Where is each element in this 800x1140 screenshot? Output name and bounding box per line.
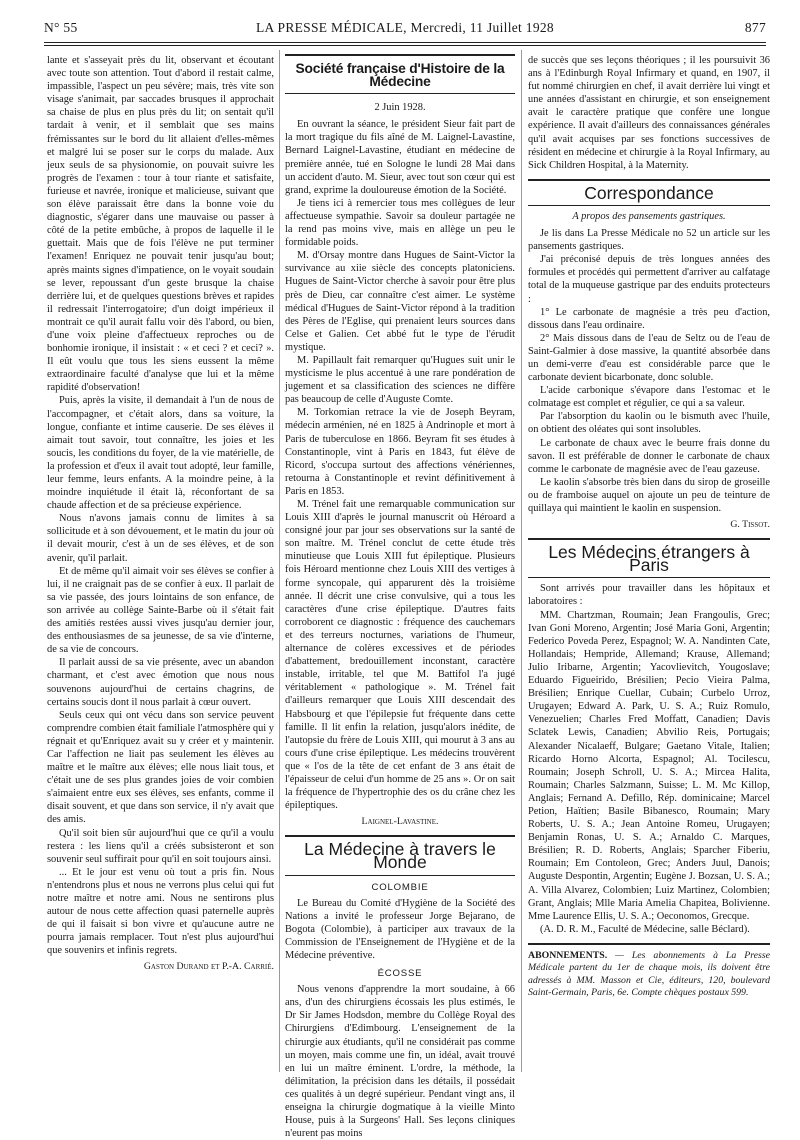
col2-paragraph: Je tiens ici à remercier tous mes collègues de leur affectueuse sympathie. Savoir sa douleur partagée ne la rend pas moins vive, mais en allège un peu le formidable poids. [285, 197, 515, 249]
correspondance-paragraph: Je lis dans La Presse Médicale no 52 un article sur les pansements gastriques. [528, 228, 770, 253]
journal-title: LA PRESSE MÉDICALE, Mercredi, 11 Juillet 1928 [256, 20, 554, 35]
correspondance-paragraph: Le kaolin s'absorbe très bien dans du sirop de groseille ou de framboise auquel on ajoute un peu de teinture de quillaya qui maintient le kaolin en suspension. [528, 476, 770, 514]
page-number-left: N° 55 [44, 20, 78, 35]
correspondance-paragraph: Le carbonate de chaux avec le beurre frais donne du savon. Il est préférable de donner le carbonate de chaux comme le carbonate de magnésie avec de l'eau gazeuse. [528, 437, 770, 475]
col1-paragraph: Puis, après la visite, il demandait à l'un de nous de l'accompagner, et c'était alors, dans sa voiture, la longue, confiante et intime causerie. De ses élèves il aimait tout savoir, tout connaître, les joies et les soucis, les conditions du foyer, de la vie matérielle, de la profession et d'eux il avait tout adopté, leur famille, leur femme, leurs enfants. A la moindre peine, à la moindre inquiétude il était là, réconfortant de sa chaude affection et de sa précieuse expérience. [47, 395, 274, 512]
ecosse-text: Nous venons d'apprendre la mort soudaine, à 66 ans, d'un des chirurgiens écossais les plus estimés, le Dr Sir James Hodsdon, membre du Collège Royal des Chirurgiens d'Edimbourg. L'enseignement de la chirurgie aux étudiants, qu'il ne considérait pas comme un moyen, mais comme une fin, un idéal, avait trouvé en lui un maître éminent. L'ordre, la méthode, la délimitation, la précision dans les détails, il possédait ces qualités à un degré supérieur. Pendant vingt ans, il enseigna la chirurgie dogmatique à la vieille Minto House, puis à la Surgeons' Hall. Ses leçons cliniques n'eurent pas moins [285, 984, 515, 1140]
etrangers-list: MM. Chartzman, Roumain; Jean Frangoulis, Grec; Ivan Goni Moreno, Argentin; José Maria Goni, Argentin; Federico Poveda Perez, Espagnol; W. A. Nandinten Cate, Hollandais; Hempride, Allemand; Krause, Allemand; Julio Iribarne, Argentin; Yacovlievitch, Yougoslave; Eduardo Figueirido, Brésilien; Pecio Vieira Palma, Brésilien; Enrique Cuellar, Cubain; Curbelo Urroz, Urugayen; Edward A. Park, U. S. A.; Ruiz Romulo, Venezuelien; Charles Fred Moffatt, Canadien; Davis Sclatek Lewis, Canadien; Abvilio Reis, Portugais; Alexander Nicalaeff, Bulgare; Gaetano Vitale, Italien; Ricardo Horno Alcorta, Espagnol; Al. Tocilescu, Roumain; Joseph Schroll, U. S. A.; Mircea Halita, Roumain; Charles Salzmann, Suisse; L. M. Mc Killop, Anglais; Fernand A. Defillo, Rép. dominicaine; Marcel Petion, Haïtien; Basile Bibanesco, Roumain; Mary Roberts, U. S. A.; Jean Antoine Romeu, Urugayen; Benjamin Ronas, U. S. A.; Arnaldo C. Marques, Brésilien; R. D. Roberts, Anglais; Sparcher Fiberiu, Roumain; Em Contoleon, Grec; Anders Juul, Danois; Auguste Despontin, Argentin; Eugène J. Bozsan, U. S. A.; A. Villa Alvarez, Colombien; Luiz Martinez, Colombien; Grant, Anglais; Mlle Maria Amelia Chapitea, Bolivienne. Mme Laurence Ellis, U. S. A.; Oeconomos, Grecque. [528, 609, 770, 922]
abonnements-block [528, 943, 770, 1000]
session-date: 2 Juin 1928. [374, 102, 426, 114]
correspondance-title: Correspondance [584, 182, 714, 203]
correspondance-paragraph: 1° Le carbonate de magnésie a très peu d'action, dissous dans l'eau ordinaire. [528, 306, 770, 331]
societe-title: Société française d'Histoire de la Médecine [295, 61, 505, 90]
col2-paragraph: En ouvrant la séance, le président Sieur fait part de la mort tragique du fils aîné de M. Laignel-Lavastine, Bernard Laignel-Lavastine, étudiant en médecine de première année, tué en Sologne le lundi 28 Mai dans un accident d'auto. M. Sieur, avec tout son cœur qui est grand, exprime la douloureuse émotion de la Société. [285, 119, 515, 196]
etrangers-title-box [528, 538, 770, 578]
abonnements-text [528, 950, 770, 1000]
page-header [44, 16, 766, 38]
correspondance-title-box [528, 179, 770, 206]
col1-paragraph: Il parlait aussi de sa vie présente, avec un abandon charmant, et c'est avec émotion que nous nous souvenons aujourd'hui de certains chagrins, de certains soucis dont il nous parlait à cœur ouvert. [47, 657, 274, 708]
col1-paragraph: Seuls ceux qui ont vécu dans son service peuvent comprendre combien était familiale l'atmosphère qui y régnait et qu'Enriquez avait su y créer et y maintenir. Car l'affection ne liait pas seulement les élèves au maître et le maître aux élèves; elle nous liait tous, et c'était une de ses plus grandes joies de voir combien s'aimaient entre eux ses élèves, ses enfants, comme il disait souvent, et que dans son service, il n'y avait que des amis. [47, 709, 274, 826]
colombie-heading: COLOMBIE [371, 881, 429, 893]
correspondance-paragraph: L'acide carbonique s'évapore dans l'estomac et le colmatage est complet et régulier, ce qui a sa valeur. [528, 385, 770, 410]
ecosse-heading: ÉCOSSE [377, 968, 423, 980]
header-rule-second [44, 45, 766, 46]
correspondance-signature: G. Tissot. [730, 519, 770, 531]
col1-paragraph: ... Et le jour est venu où tout a pris fin. Nous n'entendrons plus et nous ne verrons plus celui qui fut notre maître et notre ami. Nous ne sentirons plus autour de nous cette affection quasi paternelle auprès de qui il faisait si bon vivre et qu'aucune autre ne pourra jamais remplacer. Tout n'est plus aujourd'hui que souvenirs et infinis regrets. [47, 866, 274, 957]
correspondance-paragraph: J'ai préconisé depuis de très longues années des formules et procédés qui permettent d'arriver au calfatage total de la muqueuse gastrique par des enduits protecteurs : [528, 254, 770, 305]
col2-paragraph: M. Papillault fait remarquer qu'Hugues suit unir le mysticisme le plus accentué à une rare pondération de jugement et sa classification des sciences ne diffère pas beaucoup de celle d'Auguste Comte. [285, 354, 515, 406]
correspondance-paragraph: Par l'absorption du kaolin ou le bismuth avec l'huile, on obtient des oléates qui sont insolubles. [528, 411, 770, 436]
etrangers-source: (A. D. R. M., Faculté de Médecine, salle Béclard). [540, 923, 750, 935]
col1-paragraph: Qu'il soit bien sûr aujourd'hui que ce qu'il a voulu restera : les liens qu'il a créés subsisteront et son souvenir seul suffirait pour qu'il en soit toujours ainsi. [47, 827, 274, 865]
ecosse-continued: de succès que ses leçons théoriques ; il les poursuivit 36 ans à l'Edinburgh Royal Infirmary et quand, en 1907, il fut nommé chirurgien en chef, il avait derrière lui vingt et une années d'assistant en chirurgie, et son enseignement avait le caractère pratique que confère une longue expérience. Il avait d'ailleurs des connaissances générales qu'il avait acquises par ses fonctions successives de résident en médecine et chirurgie à la Royal Infirmary, au Sick Children Hospital, à la Maternity. [528, 55, 770, 171]
header-rule [44, 42, 766, 43]
page-number-right: 877 [744, 20, 766, 35]
col1-paragraph: Nous n'avons jamais connu de limites à sa sollicitude et à son dévouement, et le matin du jour où il devait mourir, c'est à un de ses élèves, et de son avenir, qu'il parlait. [47, 513, 274, 564]
column-3 [528, 54, 770, 1000]
col2-paragraph: M. Trénel fait une remarquable communication sur Louis XIII d'après le journal manuscrit où Héroard a consigné jour par jour ses observations sur la santé de son maître. M. Trénel conclut de cette étude très minutieuse que Louis XIII fut épileptique. Plusieurs fois Héroard mentionne chez Louis XIII des vertiges à forme syncopale, qui apparurent dès la troisième année. Il décrit une crise convulsive, qui a tous les caractères d'une crise épileptique. D'autres faits corroborent ce diagnostic : fréquence des cauchemars et des terreurs nocturnes, variations de l'humeur, alternance de colères excessives et de périodes d'abattement, bredouillement inconstant, caractère instable, irritable, tel que M. Battifol l'a jugé véritablement « pathologique ». M. Trénel fait d'ailleurs remarquer que Louis XIII descendait des Habsbourg et que l'épilepsie fut fréquente dans cette famille. Il lit enfin la relation, jusqu'alors inédite, de l'autopsie du frère de Louis XIII, qui mourut à 3 ans au cours d'une crise épileptique. Les médecins trouvèrent que « l'os de la tête de cet enfant de 3 ans était de l'épaisseur de celui d'un homme de 25 ans ». Or on sait la fréquence de l'hypertrophie des os du crâne chez les épileptiques. [285, 499, 515, 812]
column-1 [47, 54, 274, 974]
col1-paragraph: Et de même qu'il aimait voir ses élèves se confier à lui, il ne craignait pas de se confier à eux. Il parlait de sa vie passée, des jours lointains de son enfance, de son arrivée au collège Sainte-Barbe où il s'était fait des amitiés restées aussi vives jusqu'au dernier jour, des enthousiasmes de sa jeunesse, de sa vie d'interne, de sa vie de concours. [47, 565, 274, 656]
monde-title: La Médecine à travers le Monde [304, 839, 496, 873]
monde-title-box [285, 835, 515, 875]
correspondance-subtitle: A propos des pansements gastriques. [572, 210, 726, 222]
abonnements-label: ABONNEMENTS. [528, 949, 608, 961]
etrangers-intro: Sont arrivés pour travailler dans les hôpitaux et laboratoires : [528, 583, 770, 608]
etrangers-title: Les Médecins étrangers à Paris [548, 542, 750, 576]
column-divider-2 [521, 50, 522, 1072]
col2-paragraph: M. Torkomian retrace la vie de Joseph Beyram, médecin arménien, né en 1825 à Andrinople et mort à Paris de tuberculose en 1866. Beyram fit ses études à Constantinople, vint à Paris en 1843, fut élève de Ricord, s'occupa surtout des affections vénériennes, retourna à Constantinople et revint définitivement à Paris en 1853. [285, 407, 515, 497]
col1-signature: Gaston Durand et P.-A. Carrié. [143, 961, 274, 973]
societe-signature: Laignel-Lavastine. [361, 816, 439, 828]
col1-paragraph: lante et s'asseyait près du lit, observant et écoutant avec toute son attention. Tout d'abord il restait calme, impassible, l'aspect un peu sévère; mais, très vite son visage s'animait, par saccades brusques il approchait sa chaise de plus en plus près du lit; on sentait qu'il tardait à venir, et il semblait que ses mains frémissantes sur le bord du lit allaient d'elles-mêmes et malgré lui se poser sur le corps du malade. Aux jeux seuls de sa physionomie, on pouvait suivre les progrès de l'examen : tour à tour riante et satisfaite, furieuse et navrée, ironique et malicieuse, suivant que son élève paraissait être dans la bonne voie du diagnostic, s'égarer dans une mauvaise ou passer à côté de la petite embûche, à propos de laquelle il le guettait. Mais que de fois l'élève ne put terminer l'examen! Enriquez ne pouvait tenir jusqu'au bout; après maints signes d'impatience, on le voyait soudain se lever, repoussant d'un geste brusque la chaise derrière lui, et de quelques questions brèves et rapides il redressait l'interrogatoire; d'un doigt impérieux il montrait ce qu'il aurait fallu voir dès l'abord, ou bien, d'une voix pleine d'affectueux reproches ou de bonhomie ironique, il insistait : « et ceci ? et ceci? ». Il eût voulu que tous les siens eussent la même extraordinaire faculté d'analyse que lui et la même rapidité d'observation! [47, 55, 274, 394]
societe-title-box [285, 54, 515, 94]
col2-paragraph: M. d'Orsay montre dans Hugues de Saint-Victor la survivance au xiie siècle des concepts platoniciens. Hugues de Saint-Victor cherche à savoir pour être plus près de Dieu, car connaître c'est aimer. Le système médical d'Hugues de Saint-Victor répond à la tradition des Pères de l'Eglise, qui prenaient leurs sources dans Celse et Galien. Cet abbé fut le type de l'érudit mystique. [285, 250, 515, 353]
correspondance-paragraph: 2° Mais dissous dans de l'eau de Seltz ou de l'eau de Saint-Galmier à dose massive, la quantité absorbée dans un demi-verre d'eau est considérable parce que le carbonate devient bicarbonate, donc soluble. [528, 332, 770, 384]
abonnements-body: — Les abonnements à La Presse Médicale partent du 1er de chaque mois, ils doivent être adressés à MM. Masson et Cie, éditeurs, 120, boulevard Saint-Germain, Paris, 6e. Compte chèques postaux 599. [528, 949, 771, 999]
column-2 [285, 54, 515, 1140]
column-divider-1 [279, 50, 280, 1072]
colombie-text: Le Bureau du Comité d'Hygiène de la Société des Nations a invité le professeur Jorge Bejarano, de Bogota (Colombie), à participer aux travaux de la Commission de l'Enseignement de l'Hygiène et de la Médecine préventive. [285, 897, 515, 961]
